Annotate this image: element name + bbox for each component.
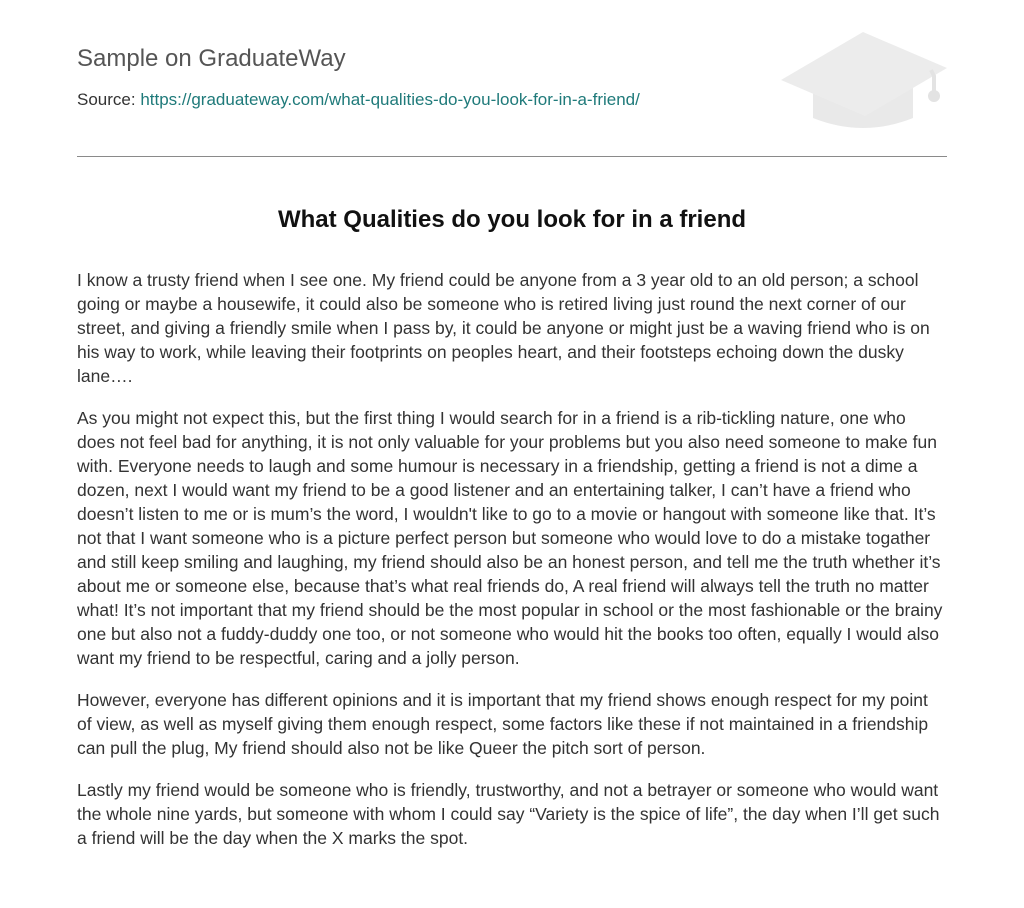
site-name: Sample on GraduateWay bbox=[77, 45, 346, 72]
header bbox=[77, 0, 947, 157]
source-line bbox=[77, 89, 640, 111]
article-body bbox=[77, 268, 947, 868]
article-title: What Qualities do you look for in a friend bbox=[277, 206, 747, 233]
paragraph: As you might not expect this, but the first thing I would search for in a friend is a rib-tickling nature, one who does not feel bad for anything, it is not only valuable for your problems but you also need someone to make fun with. Everyone needs to laugh and some humour is necessary in a friendship, getting a friend is not a dime a dozen, next I would want my friend to be a good listener and an entertaining talker, I can’t have a friend who doesn’t listen to me or is mum’s the word, I wouldn't like to go to a movie or hangout with someone like that. It’s not that I want someone who is a picture perfect person but someone who would love to do a mistake togather and still keep smiling and laughing, my friend should also be an honest person, and tell me the truth whether it’s about me or someone else, because that’s what real friends do, A real friend will always tell the truth no matter what! It’s not important that my friend should be the most popular in school or the most fashionable or the brainy one but also not a fuddy-duddy one too, or not someone who would hit the books too often, equally I would also want my friend to be respectful, caring and a jolly person. bbox=[77, 408, 943, 668]
source-label: Source: bbox=[77, 90, 136, 109]
graduation-cap-icon bbox=[781, 30, 947, 132]
paragraph: However, everyone has different opinions and it is important that my friend shows enough respect for my point of view, as well as myself giving them enough respect, some factors like these if not maintained in a friendship can pull the plug, My friend should also not be like Queer the pitch sort of person. bbox=[77, 690, 929, 758]
source-link[interactable]: https://graduateway.com/what-qualities-do-you-look-for-in-a-friend/ bbox=[140, 90, 640, 109]
paragraph: Lastly my friend would be someone who is friendly, trustworthy, and not a betrayer or someone who would want the whole nine yards, but someone with whom I could say “Variety is the spice of life”, the day when I’ll get such a friend will be the day when the X marks the spot. bbox=[77, 780, 940, 848]
paragraph: I know a trusty friend when I see one. My friend could be anyone from a 3 year old to an old person; a school going or maybe a housewife, it could also be someone who is retired living just round the next corner of our street, and giving a friendly smile when I pass by, it could be anyone or might just be a waving friend who is on his way to work, while leaving their footprints on peoples heart, and their footsteps echoing down the dusky lane…. bbox=[77, 270, 930, 386]
